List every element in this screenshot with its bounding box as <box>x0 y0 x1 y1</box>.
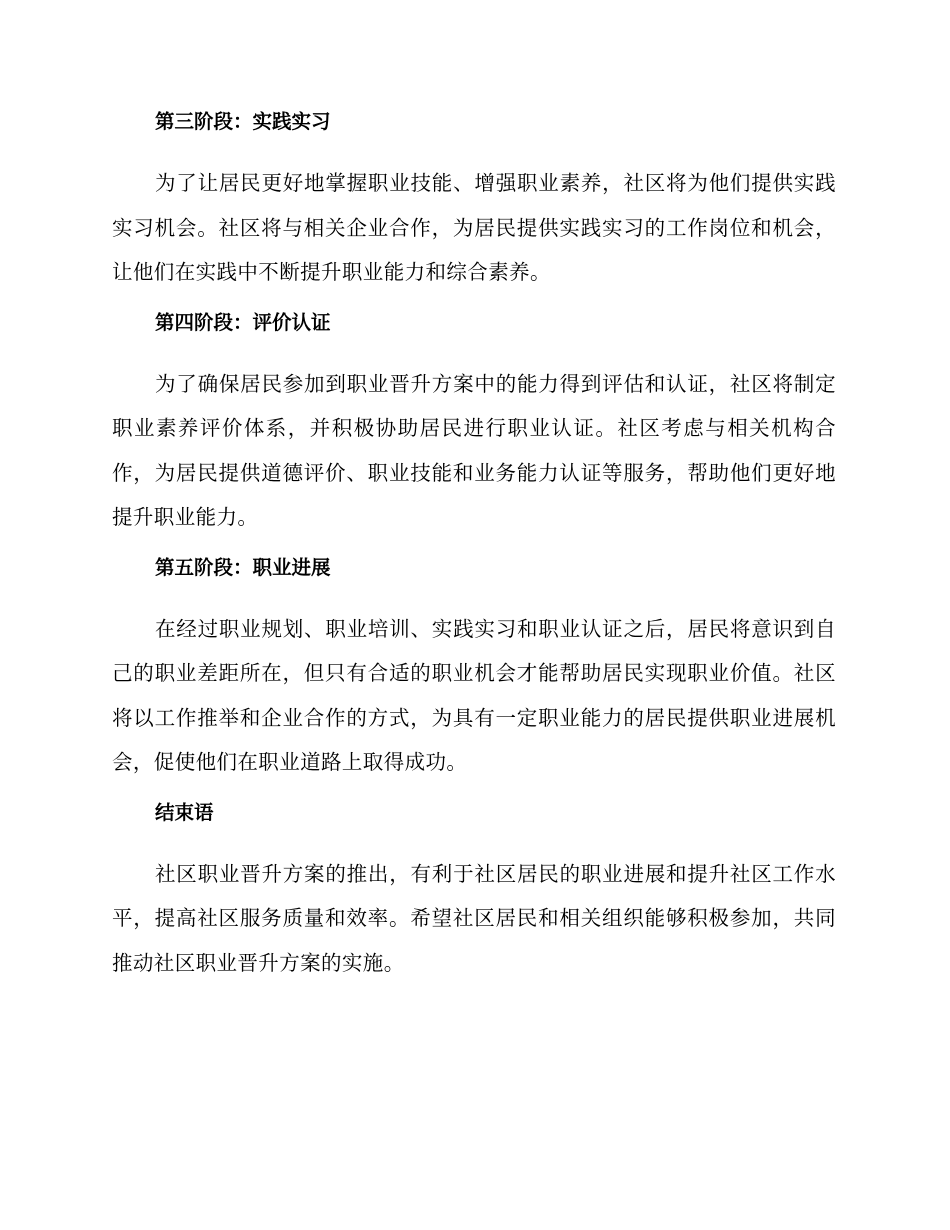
section-heading-stage-5: 第五阶段：职业进展 <box>155 555 331 579</box>
section-paragraph-stage-4: 为了确保居民参加到职业晋升方案中的能力得到评估和认证，社区将制定职业素养评价体系，并积极协助居民进行职业认证。社区考虑与相关机构合作，为居民提供道德评价、职业技能和业务能力认证等服务，帮助他们更好地提升职业能力。 <box>112 371 836 529</box>
section-heading-stage-4: 第四阶段：评价认证 <box>155 310 331 334</box>
section-paragraph-conclusion: 社区职业晋升方案的推出，有利于社区居民的职业进展和提升社区工作水平，提高社区服务质量和效率。希望社区居民和相关组织能够积极参加，共同推动社区职业晋升方案的实施。 <box>112 861 836 975</box>
document-page <box>112 110 836 985</box>
section-paragraph-stage-5: 在经过职业规划、职业培训、实践实习和职业认证之后，居民将意识到自己的职业差距所在，但只有合适的职业机会才能帮助居民实现职业价值。社区将以工作推举和企业合作的方式，为具有一定职业能力的居民提供职业进展机会，促使他们在职业道路上取得成功。 <box>112 616 836 774</box>
section-paragraph-stage-3: 为了让居民更好地掌握职业技能、增强职业素养，社区将为他们提供实践实习机会。社区将与相关企业合作，为居民提供实践实习的工作岗位和机会，让他们在实践中不断提升职业能力和综合素养。 <box>112 171 836 284</box>
section-heading-conclusion: 结束语 <box>155 800 214 824</box>
section-heading-stage-3: 第三阶段：实践实习 <box>155 110 331 133</box>
